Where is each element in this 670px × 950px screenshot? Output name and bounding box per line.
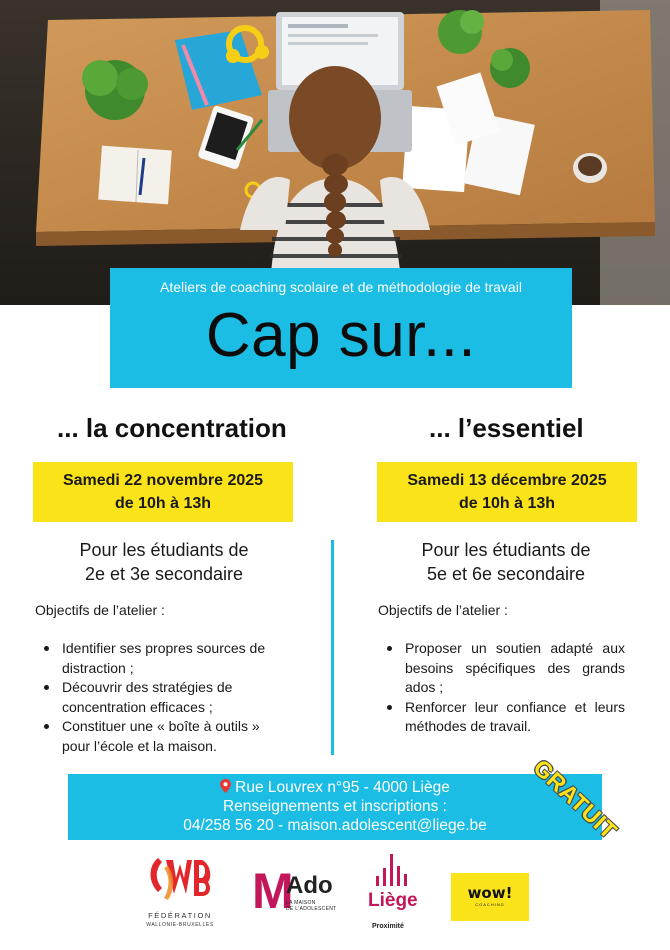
fwb-logo-line2: WALLONIE-BRUXELLES	[146, 922, 214, 928]
left-time: de 10h à 13h	[114, 495, 212, 512]
list-item: Identifier ses propres sources de distraction ;	[35, 639, 285, 678]
right-date-box	[377, 462, 637, 522]
info-box	[68, 774, 602, 840]
right-column-heading: ... l’essentiel	[429, 413, 584, 443]
liege-bars-icon	[364, 852, 424, 890]
location-pin-icon	[220, 779, 231, 793]
left-column-heading: ... la concentration	[57, 413, 287, 443]
list-item: Proposer un soutien adapté aux besoins spécifiques des grands ados ;	[378, 639, 625, 698]
right-audience-line2: 5e et 6e secondaire	[426, 564, 586, 584]
liege-logo-text: Liège	[368, 890, 418, 911]
left-date-box	[33, 462, 293, 522]
fwb-logo	[140, 852, 220, 934]
title-banner	[110, 268, 572, 388]
column-divider	[331, 540, 334, 755]
right-time: de 10h à 13h	[458, 495, 556, 512]
address-text: Rue Louvrex n°95 - 4000 Liège	[235, 779, 450, 796]
fwb-logo-line1: FÉDÉRATION	[148, 911, 212, 920]
left-audience	[20, 538, 308, 586]
left-objectives-list	[35, 639, 285, 756]
free-badge: GRATUIT	[528, 754, 623, 845]
list-item: Renforcer leur confiance et leurs méthodes de travail.	[378, 698, 625, 737]
right-objectives-label: Objectifs de l’atelier :	[378, 602, 508, 618]
left-objectives-label: Objectifs de l’atelier :	[35, 602, 165, 618]
wow-logo-text: wow!	[467, 884, 513, 902]
registration-line: Renseignements et inscriptions :	[222, 798, 447, 815]
liege-logo-sub: Proximité	[372, 923, 404, 930]
page-title: Cap sur...	[205, 301, 477, 370]
left-audience-line1: Pour les étudiants de	[79, 540, 249, 560]
list-item: Constituer une « boîte à outils » pour l’école et la maison.	[35, 717, 285, 756]
mado-logo-sub2: DE L'ADOLESCENT	[286, 906, 337, 912]
mado-logo-ado: Ado	[286, 872, 333, 899]
right-audience-line1: Pour les étudiants de	[421, 540, 591, 560]
mado-logo-m: M	[252, 863, 294, 919]
right-date: Samedi 13 décembre 2025	[407, 472, 607, 489]
banner-subtitle: Ateliers de coaching scolaire et de méthodologie de travail	[160, 279, 522, 295]
contact-line[interactable]: 04/258 56 20 - maison.adolescent@liege.be	[183, 817, 487, 834]
wow-logo	[451, 873, 529, 921]
liege-logo	[364, 852, 424, 934]
right-audience	[362, 538, 650, 586]
hero-photo	[0, 0, 670, 305]
wow-logo-sub: COACHING	[475, 902, 505, 907]
fwb-emblem-icon	[140, 852, 220, 904]
student-at-desk-illustration	[0, 0, 670, 305]
left-date: Samedi 22 novembre 2025	[62, 472, 264, 489]
mado-logo	[252, 862, 342, 922]
list-item: Découvrir des stratégies de concentration efficaces ;	[35, 678, 285, 717]
address-line	[68, 778, 602, 797]
left-audience-line2: 2e et 3e secondaire	[84, 564, 244, 584]
mado-logo-sub1: LA MAISON	[286, 900, 316, 906]
right-objectives-list	[378, 639, 625, 737]
